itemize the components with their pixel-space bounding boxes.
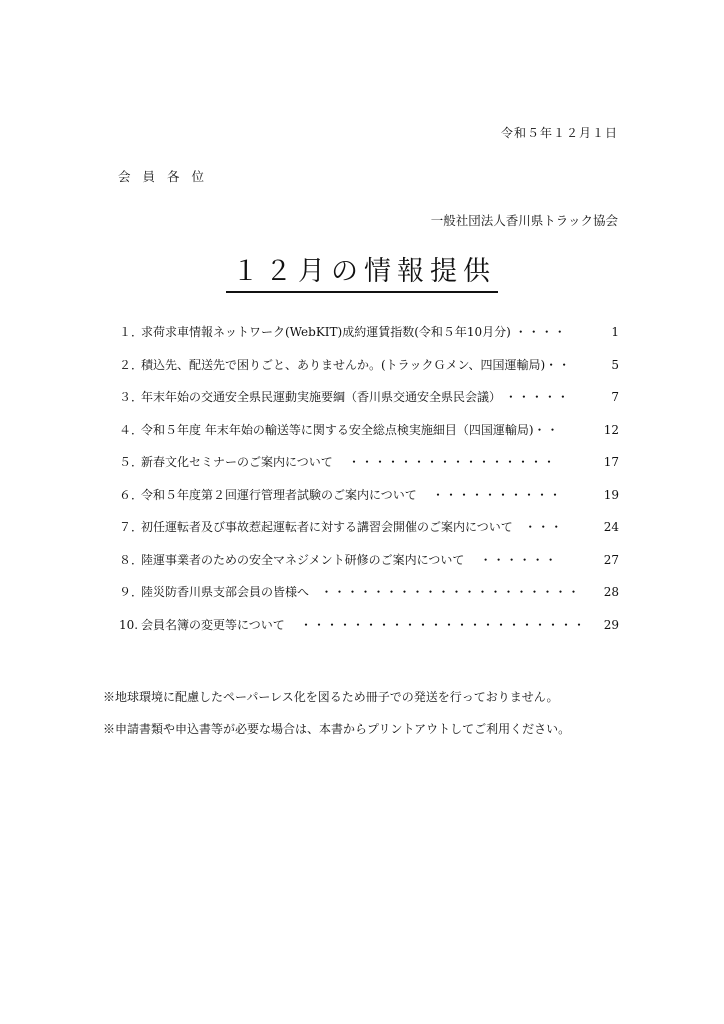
- toc-page-number: 5: [611, 357, 619, 372]
- toc-page-number: 7: [611, 390, 619, 404]
- toc-leader-dots: ・・・・: [514, 325, 567, 339]
- toc-page-number: 1: [611, 325, 619, 339]
- toc-leader-dots: ・・・・・・・・・・・・・・・・: [348, 455, 557, 469]
- toc-item-6: [119, 485, 619, 518]
- toc-leader-dots: ・・・: [524, 520, 564, 534]
- toc-page-number: 24: [603, 520, 619, 534]
- toc-item-3: [119, 387, 619, 420]
- toc-item-8: [119, 550, 619, 583]
- toc-page-number: 19: [603, 487, 619, 502]
- toc-item-number: ４．: [119, 422, 144, 437]
- toc-item-text: 陸災防香川県支部会員の皆様へ: [141, 585, 310, 599]
- toc-item-text: 陸運事業者のための安全マネジメント研修のご案内について: [141, 552, 465, 567]
- toc-leader-dots: ・・・・・・・・・・・・・・・・・・・・: [320, 585, 581, 599]
- addressee: 会員各位: [118, 169, 217, 184]
- toc-item-text: 積込先、配送先で困りごと、ありませんか。(トラックＧメン、四国運輸局): [141, 357, 546, 372]
- page-title: １２月の情報提供: [226, 255, 498, 293]
- toc-item-number: ６．: [119, 487, 144, 502]
- toc-item-2: [119, 355, 619, 388]
- toc-item-5: [119, 452, 619, 485]
- toc-item-number: 10.: [119, 617, 139, 632]
- title-container: [0, 255, 724, 293]
- toc-item-1: [119, 322, 619, 355]
- toc-leader-dots: ・・・・・・・・・・: [432, 487, 563, 502]
- table-of-contents: [119, 322, 619, 647]
- issue-date: 令和５年１２月１日: [500, 126, 618, 140]
- toc-page-number: 28: [603, 585, 619, 599]
- toc-item-10: [119, 615, 619, 648]
- toc-item-7: [119, 517, 619, 550]
- note-paperless: ※地球環境に配慮したペーパーレス化を図るため冊子での発送を行っておりません。: [103, 690, 559, 704]
- sender-organization: 一般社団法人香川県トラック協会: [430, 213, 618, 228]
- toc-leader-dots: ・・・・・・: [479, 552, 558, 567]
- toc-item-text: 令和５年度 年末年始の輸送等に関する安全総点検実施細目（四国運輸局): [141, 422, 534, 437]
- toc-page-number: 17: [603, 455, 619, 469]
- toc-item-text: 新春文化セミナーのご案内について: [141, 455, 333, 469]
- toc-item-text: 年末年始の交通安全県民運動実施要綱（香川県交通安全県民会議）: [141, 390, 502, 404]
- toc-item-number: ２．: [119, 357, 144, 372]
- toc-item-text: 会員名簿の変更等について: [141, 617, 285, 632]
- toc-item-9: [119, 582, 619, 615]
- toc-item-text: 令和５年度第２回運行管理者試験のご案内について: [141, 487, 417, 502]
- toc-leader-dots: ・・・・・・・・・・・・・・・・・・・・・・: [300, 617, 587, 632]
- toc-item-number: １．: [119, 325, 144, 339]
- toc-item-number: ７．: [119, 520, 144, 534]
- toc-leader-dots: ・・: [545, 357, 572, 372]
- toc-item-number: ３．: [119, 390, 144, 404]
- toc-page-number: 12: [603, 422, 619, 437]
- toc-item-text: 求荷求車情報ネットワーク(WebKIT)成約運賃指数(令和５年10月分): [141, 325, 511, 339]
- toc-leader-dots: ・・・・・: [504, 390, 570, 404]
- toc-page-number: 29: [603, 617, 619, 632]
- note-print-out: ※申請書類や申込書等が必要な場合は、本書からプリントアウトしてご利用ください。: [103, 722, 571, 736]
- toc-item-4: [119, 420, 619, 453]
- toc-item-number: ９．: [119, 585, 144, 599]
- toc-item-number: ８．: [119, 552, 144, 567]
- toc-item-number: ５．: [119, 455, 144, 469]
- toc-leader-dots: ・・: [533, 422, 560, 437]
- toc-page-number: 27: [603, 552, 619, 567]
- toc-item-text: 初任運転者及び事故惹起運転者に対する講習会開催のご案内について: [141, 520, 513, 534]
